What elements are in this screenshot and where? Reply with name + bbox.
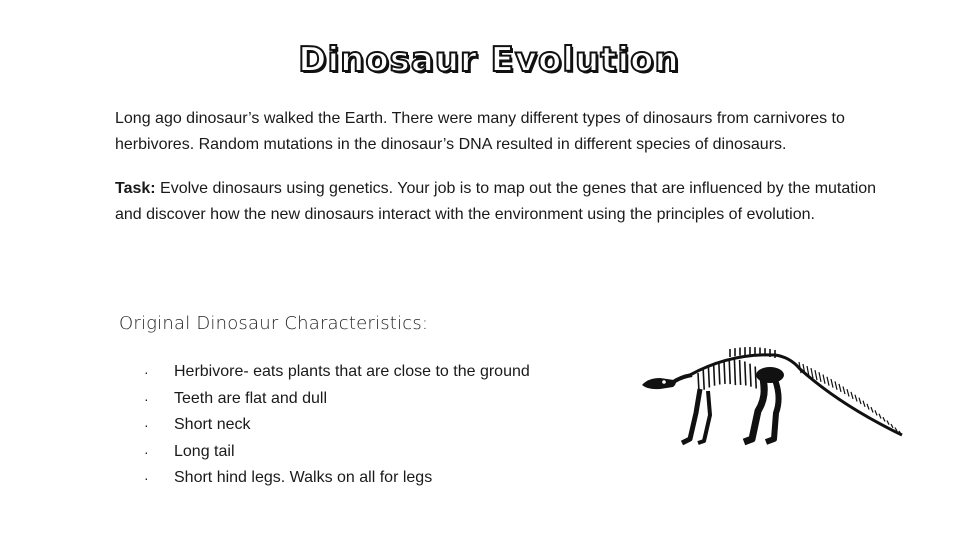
bullet-icon: ·: [144, 417, 149, 433]
list-item: [140, 386, 530, 413]
intro-paragraph: Long ago dinosaur’s walked the Earth. There were many different types of dinosaurs from carnivores to herbivores. Random mutations in the dinosaur’s DNA resulted in different species of dinosaurs.: [115, 110, 845, 153]
list-item-text: Herbivore- eats plants that are close to the ground: [174, 363, 530, 380]
task-text: Evolve dinosaurs using genetics. Your job is to map out the genes that are influenced by the mutation and discover how the new dinosaurs interact with the environment using the principles of evolution.: [115, 180, 877, 223]
bullet-icon: ·: [144, 364, 149, 380]
list-item: [140, 439, 530, 466]
bullet-icon: ·: [144, 443, 149, 460]
list-item-text: Teeth are flat and dull: [174, 389, 327, 407]
page-title: Dinosaur Evolution: [298, 40, 680, 80]
bullet-icon: ·: [144, 470, 149, 486]
characteristics-heading: Original Dinosaur Characteristics:: [119, 313, 429, 334]
task-label: Task:: [115, 180, 156, 197]
list-item-text: Long tail: [174, 442, 235, 460]
dinosaur-skeleton-icon: [640, 345, 910, 450]
list-item-text: Short neck: [174, 416, 251, 433]
list-item: [140, 465, 530, 492]
list-item: [140, 412, 530, 439]
list-item: [140, 359, 530, 386]
task-paragraph: [115, 176, 885, 228]
characteristics-list: [140, 359, 530, 492]
bullet-icon: ·: [144, 390, 149, 407]
list-item-text: Short hind legs. Walks on all for legs: [174, 469, 433, 486]
